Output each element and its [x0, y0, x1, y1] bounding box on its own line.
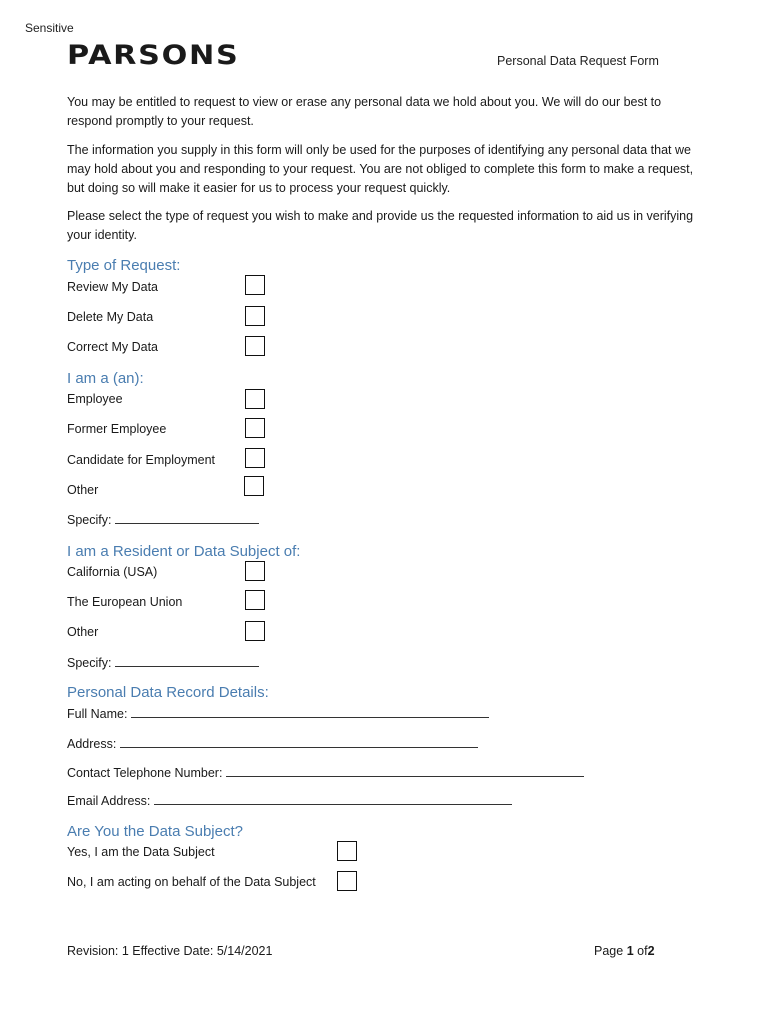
option-california-label: California (USA)	[67, 565, 158, 579]
option-candidate-label: Candidate for Employment	[67, 453, 215, 467]
resident-heading: I am a Resident or Data Subject of:	[67, 543, 301, 560]
page-total: 2	[647, 944, 655, 958]
intro-paragraph-3: Please select the type of request you wish to make and provide us the requested information to aid us in verifying your identity.	[67, 209, 694, 242]
correct-my-data-checkbox[interactable]	[245, 336, 265, 356]
form-title: Personal Data Request Form	[497, 54, 659, 68]
full-name-label: Full Name:	[67, 707, 128, 721]
delete-my-data-checkbox[interactable]	[245, 306, 265, 326]
page-number	[594, 944, 655, 958]
option-no-label: No, I am acting on behalf of the Data Subject	[67, 875, 316, 889]
option-other-label: Other	[67, 483, 99, 497]
type-of-request-heading: Type of Request:	[67, 257, 181, 274]
parsons-logo: PARSONS	[67, 40, 240, 71]
record-details-heading: Personal Data Record Details:	[67, 684, 269, 701]
email-field	[67, 793, 512, 808]
intro-paragraph-2: The information you supply in this form will only be used for the purposes of identifying any personal data that we may hold about you and responding to your request. You are not obliged to complete this form to make a request, but doing so will make it easier for us to process your request quickly.	[67, 143, 694, 195]
european-union-checkbox[interactable]	[245, 590, 265, 610]
yes-data-subject-checkbox[interactable]	[337, 841, 357, 861]
option-employee-label: Employee	[67, 392, 123, 406]
full-name-line[interactable]	[131, 706, 489, 718]
option-eu-label: The European Union	[67, 595, 183, 609]
email-label: Email Address:	[67, 794, 151, 808]
page-prefix: Page	[594, 944, 624, 958]
other-residence-checkbox[interactable]	[245, 621, 265, 641]
former-employee-checkbox[interactable]	[245, 418, 265, 438]
option-other-residence-label: Other	[67, 625, 99, 639]
role-specify-field	[67, 512, 259, 527]
option-yes-label: Yes, I am the Data Subject	[67, 845, 215, 859]
classification-label: Sensitive	[25, 21, 74, 35]
intro-paragraph-1: You may be entitled to request to view or erase any personal data we hold about you. We will do our best to respond promptly to your request.	[67, 95, 662, 128]
candidate-checkbox[interactable]	[245, 448, 265, 468]
employee-checkbox[interactable]	[245, 389, 265, 409]
address-label: Address:	[67, 737, 117, 751]
residence-specify-line[interactable]	[115, 655, 259, 667]
telephone-field	[67, 765, 584, 780]
option-delete-label: Delete My Data	[67, 310, 154, 324]
data-subject-heading: Are You the Data Subject?	[67, 823, 243, 840]
page-current: 1	[626, 944, 634, 958]
role-specify-line[interactable]	[115, 512, 259, 524]
review-my-data-checkbox[interactable]	[245, 275, 265, 295]
other-role-checkbox[interactable]	[244, 476, 264, 496]
no-data-subject-checkbox[interactable]	[337, 871, 357, 891]
residence-specify-field	[67, 655, 259, 670]
specify-label: Specify:	[67, 513, 112, 527]
revision-info: Revision: 1 Effective Date: 5/14/2021	[67, 944, 273, 958]
option-review-label: Review My Data	[67, 280, 158, 294]
address-field	[67, 736, 478, 751]
telephone-label: Contact Telephone Number:	[67, 766, 223, 780]
option-correct-label: Correct My Data	[67, 340, 158, 354]
i-am-heading: I am a (an):	[67, 370, 144, 387]
full-name-field	[67, 706, 489, 721]
option-former-employee-label: Former Employee	[67, 422, 167, 436]
email-line[interactable]	[154, 793, 512, 805]
california-checkbox[interactable]	[245, 561, 265, 581]
specify-label: Specify:	[67, 656, 112, 670]
address-line[interactable]	[120, 736, 478, 748]
page-of: of	[637, 944, 648, 958]
telephone-line[interactable]	[226, 765, 584, 777]
